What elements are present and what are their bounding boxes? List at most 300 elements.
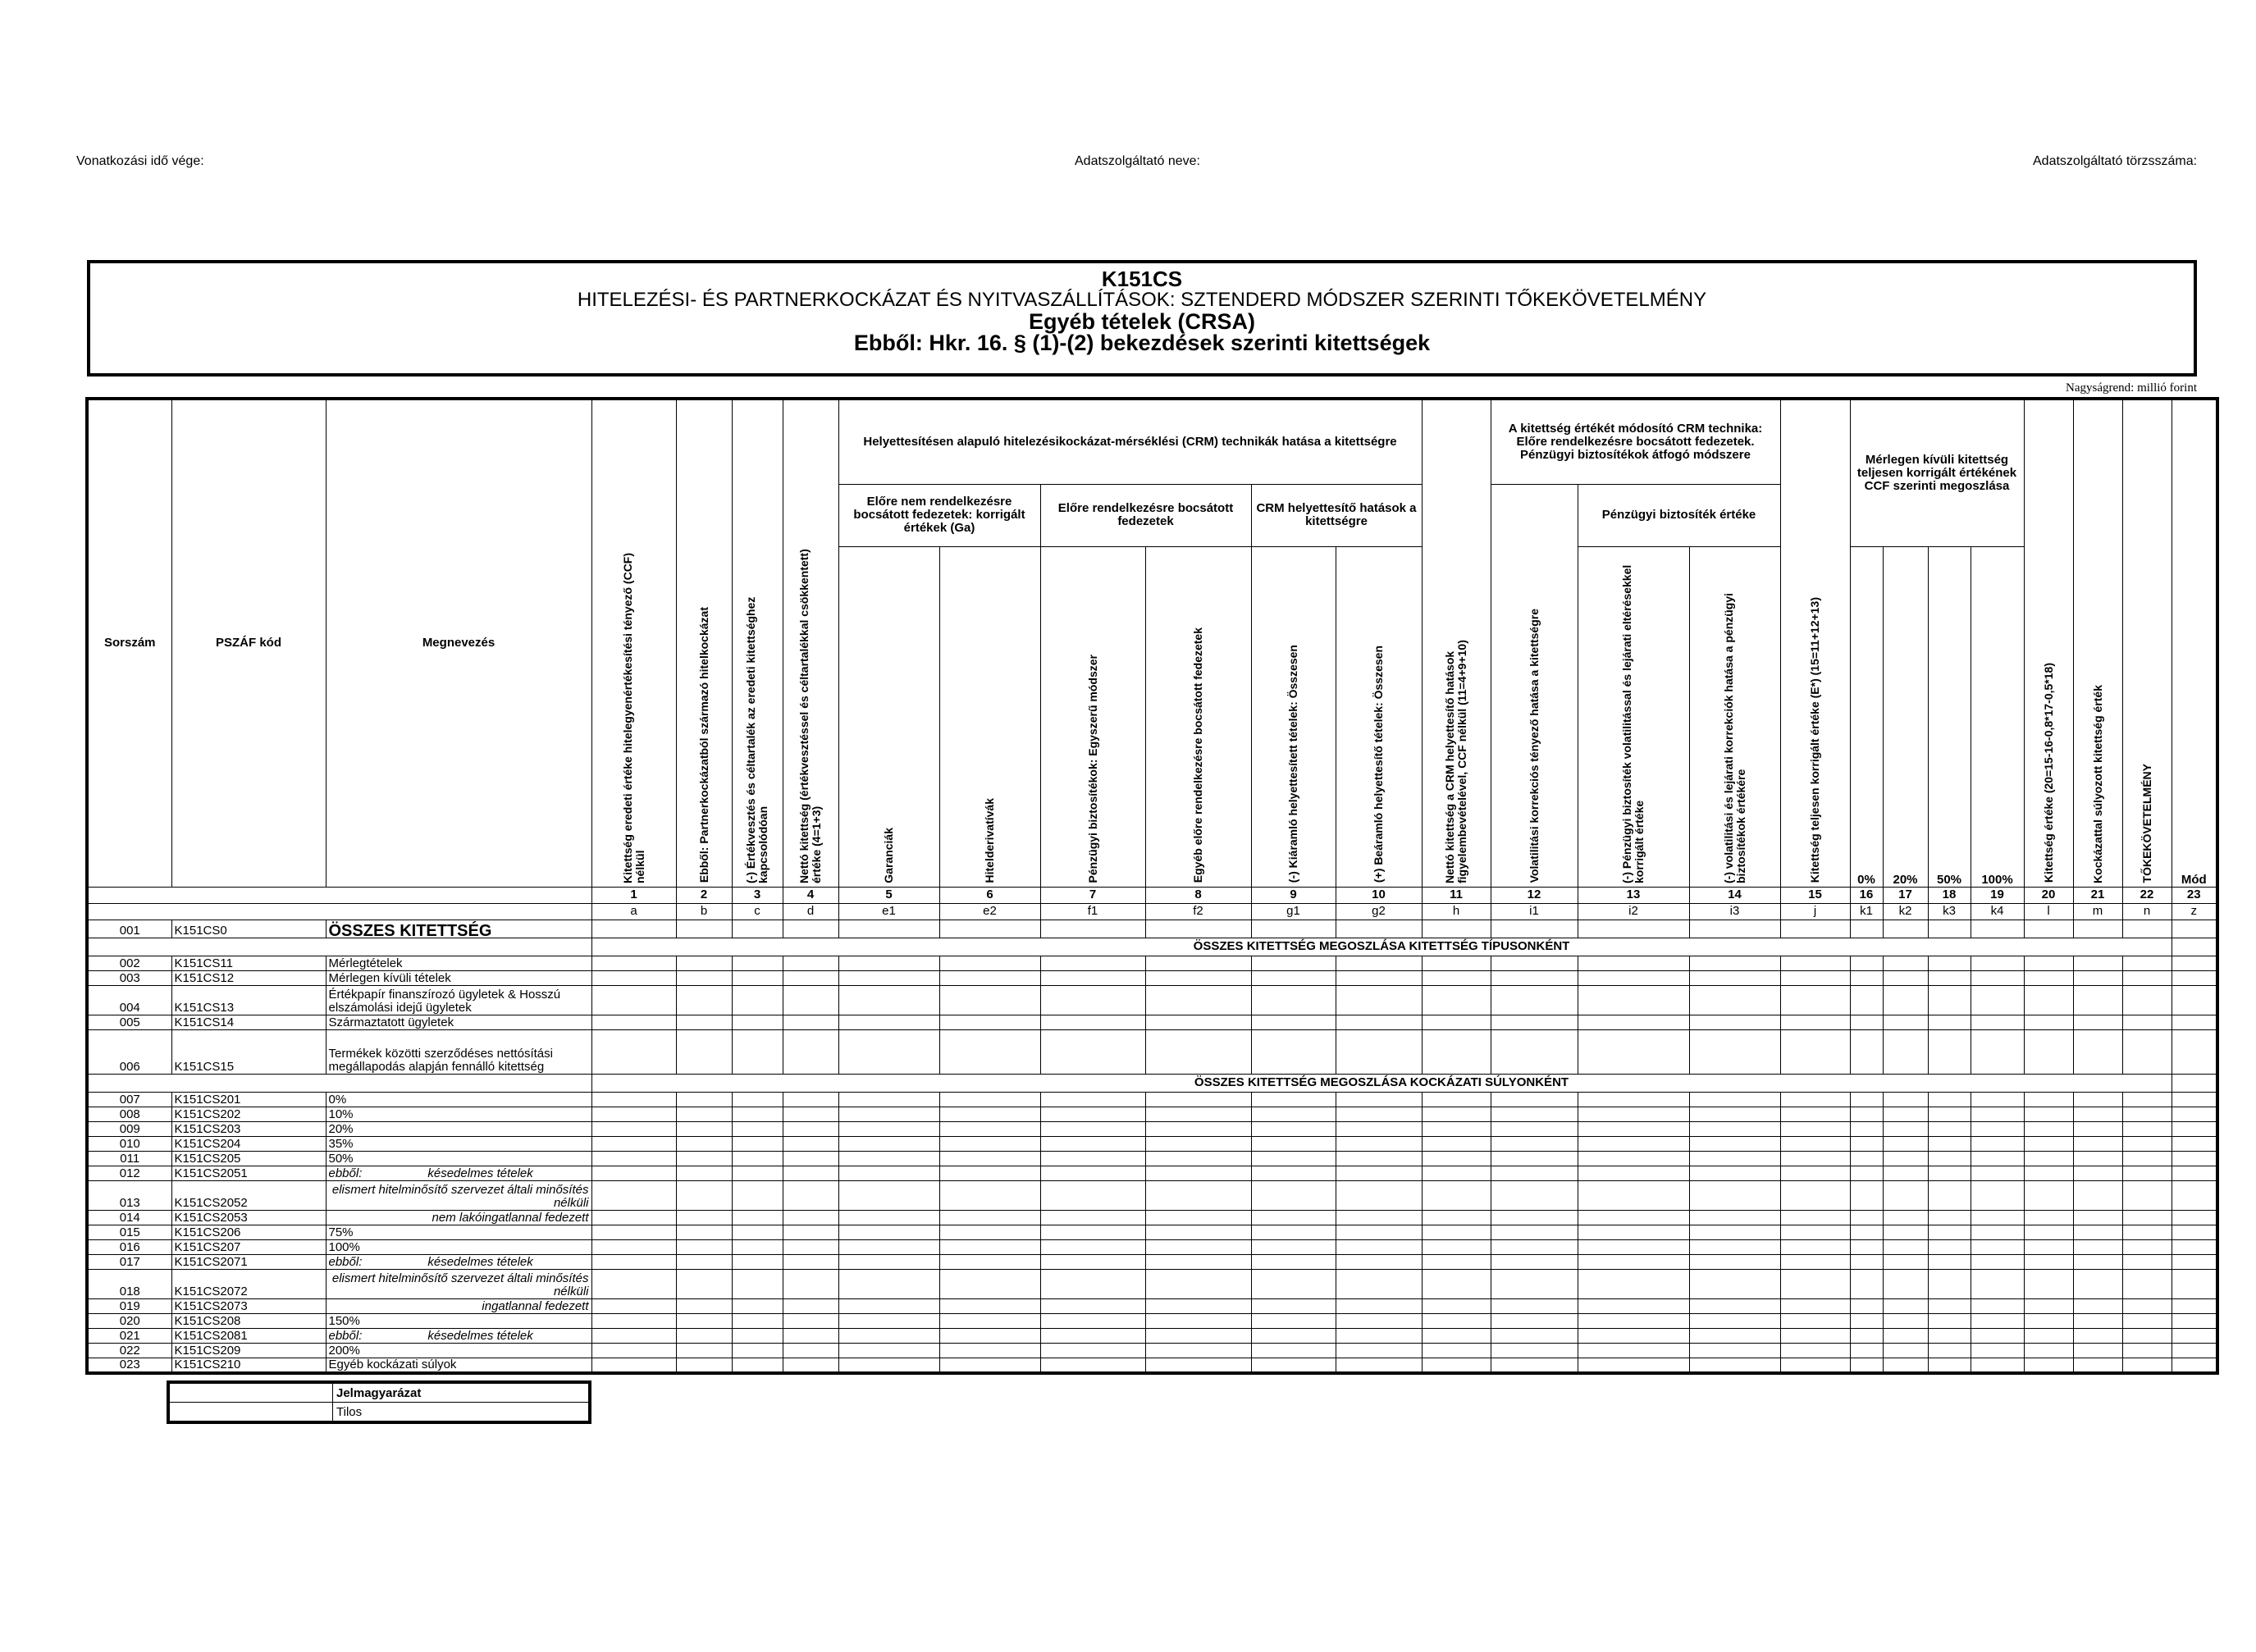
value-cell[interactable]: [1578, 1015, 1689, 1029]
value-cell[interactable]: [1422, 1136, 1491, 1151]
value-cell[interactable]: [732, 1343, 783, 1358]
value-cell[interactable]: [1251, 1343, 1336, 1358]
value-cell[interactable]: [1850, 985, 1883, 1015]
value-cell[interactable]: [1040, 1269, 1145, 1298]
value-cell[interactable]: [1145, 920, 1251, 938]
value-cell[interactable]: [1850, 1107, 1883, 1121]
value-cell[interactable]: [591, 1313, 676, 1328]
value-cell[interactable]: [1578, 1180, 1689, 1210]
value-cell[interactable]: [1578, 1225, 1689, 1239]
value-cell[interactable]: [2172, 920, 2217, 938]
value-cell[interactable]: [2172, 1015, 2217, 1029]
value-cell[interactable]: [939, 1343, 1040, 1358]
value-cell[interactable]: [1883, 985, 1928, 1015]
value-cell[interactable]: [1928, 985, 1971, 1015]
value-cell[interactable]: [1850, 956, 1883, 970]
value-cell[interactable]: [1422, 970, 1491, 985]
value-cell[interactable]: [2073, 1210, 2122, 1225]
value-cell[interactable]: [676, 920, 732, 938]
value-cell[interactable]: [1251, 1358, 1336, 1373]
value-cell[interactable]: [1971, 1029, 2024, 1074]
value-cell[interactable]: [2172, 985, 2217, 1015]
value-cell[interactable]: [1040, 1210, 1145, 1225]
value-cell[interactable]: [1336, 1328, 1422, 1343]
value-cell[interactable]: [1883, 1298, 1928, 1313]
value-cell[interactable]: [1040, 1328, 1145, 1343]
value-cell[interactable]: [591, 1107, 676, 1121]
value-cell[interactable]: [2073, 1092, 2122, 1107]
value-cell[interactable]: [1336, 1313, 1422, 1328]
value-cell[interactable]: [838, 1092, 939, 1107]
value-cell[interactable]: [1689, 1210, 1780, 1225]
value-cell[interactable]: [1578, 970, 1689, 985]
value-cell[interactable]: [732, 970, 783, 985]
value-cell[interactable]: [1689, 1254, 1780, 1269]
value-cell[interactable]: [2073, 1239, 2122, 1254]
value-cell[interactable]: [1251, 1092, 1336, 1107]
value-cell[interactable]: [939, 985, 1040, 1015]
value-cell[interactable]: [1422, 1254, 1491, 1269]
value-cell[interactable]: [1578, 1166, 1689, 1180]
value-cell[interactable]: [1422, 1092, 1491, 1107]
value-cell[interactable]: [591, 985, 676, 1015]
value-cell[interactable]: [2172, 1092, 2217, 1107]
value-cell[interactable]: [783, 1298, 838, 1313]
value-cell[interactable]: [1145, 970, 1251, 985]
value-cell[interactable]: [1422, 1210, 1491, 1225]
value-cell[interactable]: [2122, 1136, 2172, 1151]
value-cell[interactable]: [838, 1254, 939, 1269]
value-cell[interactable]: [1040, 1015, 1145, 1029]
value-cell[interactable]: [2024, 1121, 2073, 1136]
value-cell[interactable]: [1145, 1313, 1251, 1328]
value-cell[interactable]: [2172, 1269, 2217, 1298]
value-cell[interactable]: [1780, 1092, 1850, 1107]
value-cell[interactable]: [939, 1328, 1040, 1343]
value-cell[interactable]: [1928, 1107, 1971, 1121]
value-cell[interactable]: [1689, 1029, 1780, 1074]
value-cell[interactable]: [1689, 1269, 1780, 1298]
value-cell[interactable]: [1336, 956, 1422, 970]
value-cell[interactable]: [1040, 1107, 1145, 1121]
value-cell[interactable]: [1971, 1092, 2024, 1107]
value-cell[interactable]: [1251, 1239, 1336, 1254]
value-cell[interactable]: [2073, 1136, 2122, 1151]
value-cell[interactable]: [2073, 1180, 2122, 1210]
value-cell[interactable]: [1336, 1358, 1422, 1373]
value-cell[interactable]: [676, 1239, 732, 1254]
value-cell[interactable]: [732, 956, 783, 970]
value-cell[interactable]: [1145, 1328, 1251, 1343]
value-cell[interactable]: [1040, 1092, 1145, 1107]
value-cell[interactable]: [676, 1180, 732, 1210]
value-cell[interactable]: [676, 1269, 732, 1298]
value-cell[interactable]: [2024, 1107, 2073, 1121]
value-cell[interactable]: [1850, 1254, 1883, 1269]
value-cell[interactable]: [1491, 1166, 1578, 1180]
value-cell[interactable]: [1578, 1210, 1689, 1225]
value-cell[interactable]: [1578, 956, 1689, 970]
value-cell[interactable]: [939, 1225, 1040, 1239]
value-cell[interactable]: [591, 1225, 676, 1239]
value-cell[interactable]: [939, 1180, 1040, 1210]
value-cell[interactable]: [2122, 1358, 2172, 1373]
value-cell[interactable]: [676, 985, 732, 1015]
value-cell[interactable]: [838, 1358, 939, 1373]
value-cell[interactable]: [1145, 1166, 1251, 1180]
value-cell[interactable]: [1491, 1151, 1578, 1166]
value-cell[interactable]: [2024, 1358, 2073, 1373]
value-cell[interactable]: [1971, 1107, 2024, 1121]
value-cell[interactable]: [939, 1029, 1040, 1074]
value-cell[interactable]: [2073, 1269, 2122, 1298]
value-cell[interactable]: [939, 1121, 1040, 1136]
value-cell[interactable]: [1689, 956, 1780, 970]
value-cell[interactable]: [2024, 1298, 2073, 1313]
value-cell[interactable]: [1928, 1239, 1971, 1254]
value-cell[interactable]: [1145, 1029, 1251, 1074]
value-cell[interactable]: [1780, 1121, 1850, 1136]
value-cell[interactable]: [2073, 985, 2122, 1015]
value-cell[interactable]: [676, 1254, 732, 1269]
value-cell[interactable]: [1336, 1254, 1422, 1269]
value-cell[interactable]: [1883, 1166, 1928, 1180]
value-cell[interactable]: [1336, 1107, 1422, 1121]
value-cell[interactable]: [838, 985, 939, 1015]
value-cell[interactable]: [1689, 1107, 1780, 1121]
value-cell[interactable]: [939, 1107, 1040, 1121]
value-cell[interactable]: [1883, 1092, 1928, 1107]
value-cell[interactable]: [591, 1343, 676, 1358]
value-cell[interactable]: [591, 970, 676, 985]
value-cell[interactable]: [1928, 1343, 1971, 1358]
value-cell[interactable]: [1928, 1180, 1971, 1210]
value-cell[interactable]: [1491, 1210, 1578, 1225]
value-cell[interactable]: [1251, 1151, 1336, 1166]
value-cell[interactable]: [676, 1225, 732, 1239]
value-cell[interactable]: [732, 1151, 783, 1166]
value-cell[interactable]: [838, 1298, 939, 1313]
value-cell[interactable]: [1850, 920, 1883, 938]
value-cell[interactable]: [2172, 1166, 2217, 1180]
value-cell[interactable]: [591, 1166, 676, 1180]
value-cell[interactable]: [1928, 1313, 1971, 1328]
value-cell[interactable]: [1251, 1029, 1336, 1074]
value-cell[interactable]: [783, 920, 838, 938]
value-cell[interactable]: [1040, 1151, 1145, 1166]
value-cell[interactable]: [1971, 1298, 2024, 1313]
value-cell[interactable]: [2122, 1239, 2172, 1254]
value-cell[interactable]: [1491, 1298, 1578, 1313]
value-cell[interactable]: [676, 1328, 732, 1343]
value-cell[interactable]: [676, 1166, 732, 1180]
value-cell[interactable]: [1971, 956, 2024, 970]
value-cell[interactable]: [1336, 1136, 1422, 1151]
value-cell[interactable]: [1780, 1298, 1850, 1313]
value-cell[interactable]: [2024, 1343, 2073, 1358]
value-cell[interactable]: [591, 1180, 676, 1210]
value-cell[interactable]: [1145, 1269, 1251, 1298]
value-cell[interactable]: [1040, 1121, 1145, 1136]
value-cell[interactable]: [1971, 920, 2024, 938]
value-cell[interactable]: [676, 1029, 732, 1074]
value-cell[interactable]: [1971, 1358, 2024, 1373]
value-cell[interactable]: [1145, 1254, 1251, 1269]
value-cell[interactable]: [1040, 920, 1145, 938]
value-cell[interactable]: [1928, 1358, 1971, 1373]
value-cell[interactable]: [939, 1015, 1040, 1029]
value-cell[interactable]: [2172, 956, 2217, 970]
value-cell[interactable]: [591, 1015, 676, 1029]
value-cell[interactable]: [1422, 1166, 1491, 1180]
value-cell[interactable]: [732, 1015, 783, 1029]
value-cell[interactable]: [1850, 1166, 1883, 1180]
value-cell[interactable]: [2172, 1107, 2217, 1121]
value-cell[interactable]: [1336, 1151, 1422, 1166]
value-cell[interactable]: [1780, 1136, 1850, 1151]
value-cell[interactable]: [2024, 1029, 2073, 1074]
value-cell[interactable]: [1251, 1210, 1336, 1225]
value-cell[interactable]: [1578, 1151, 1689, 1166]
value-cell[interactable]: [783, 1269, 838, 1298]
value-cell[interactable]: [732, 1029, 783, 1074]
value-cell[interactable]: [1145, 1210, 1251, 1225]
value-cell[interactable]: [1780, 1166, 1850, 1180]
value-cell[interactable]: [1780, 920, 1850, 938]
value-cell[interactable]: [676, 1343, 732, 1358]
value-cell[interactable]: [1928, 1029, 1971, 1074]
value-cell[interactable]: [1251, 1121, 1336, 1136]
value-cell[interactable]: [1491, 1328, 1578, 1343]
value-cell[interactable]: [1971, 1015, 2024, 1029]
value-cell[interactable]: [2073, 1121, 2122, 1136]
value-cell[interactable]: [2172, 1313, 2217, 1328]
value-cell[interactable]: [1883, 1343, 1928, 1358]
value-cell[interactable]: [838, 1210, 939, 1225]
value-cell[interactable]: [783, 1210, 838, 1225]
value-cell[interactable]: [1780, 1343, 1850, 1358]
value-cell[interactable]: [2122, 956, 2172, 970]
value-cell[interactable]: [1145, 985, 1251, 1015]
value-cell[interactable]: [1780, 1254, 1850, 1269]
value-cell[interactable]: [591, 1136, 676, 1151]
value-cell[interactable]: [1971, 1121, 2024, 1136]
value-cell[interactable]: [2172, 1358, 2217, 1373]
value-cell[interactable]: [732, 920, 783, 938]
value-cell[interactable]: [1336, 1298, 1422, 1313]
value-cell[interactable]: [591, 1210, 676, 1225]
value-cell[interactable]: [1689, 1343, 1780, 1358]
value-cell[interactable]: [1780, 1210, 1850, 1225]
value-cell[interactable]: [1971, 1166, 2024, 1180]
value-cell[interactable]: [1850, 1269, 1883, 1298]
value-cell[interactable]: [783, 1166, 838, 1180]
value-cell[interactable]: [1422, 1151, 1491, 1166]
value-cell[interactable]: [1883, 1328, 1928, 1343]
value-cell[interactable]: [1251, 920, 1336, 938]
value-cell[interactable]: [1040, 1136, 1145, 1151]
value-cell[interactable]: [2024, 1254, 2073, 1269]
value-cell[interactable]: [2073, 1166, 2122, 1180]
value-cell[interactable]: [2122, 1210, 2172, 1225]
value-cell[interactable]: [732, 985, 783, 1015]
value-cell[interactable]: [2122, 1254, 2172, 1269]
value-cell[interactable]: [1780, 1029, 1850, 1074]
value-cell[interactable]: [1336, 1210, 1422, 1225]
value-cell[interactable]: [1336, 1121, 1422, 1136]
value-cell[interactable]: [2073, 1343, 2122, 1358]
value-cell[interactable]: [1971, 985, 2024, 1015]
value-cell[interactable]: [732, 1328, 783, 1343]
value-cell[interactable]: [1850, 1328, 1883, 1343]
value-cell[interactable]: [1491, 1092, 1578, 1107]
value-cell[interactable]: [1578, 1269, 1689, 1298]
value-cell[interactable]: [732, 1225, 783, 1239]
value-cell[interactable]: [939, 1210, 1040, 1225]
value-cell[interactable]: [1040, 1225, 1145, 1239]
value-cell[interactable]: [1491, 1136, 1578, 1151]
value-cell[interactable]: [2172, 1151, 2217, 1166]
value-cell[interactable]: [1971, 970, 2024, 985]
value-cell[interactable]: [2024, 1210, 2073, 1225]
value-cell[interactable]: [1422, 1225, 1491, 1239]
value-cell[interactable]: [939, 1298, 1040, 1313]
value-cell[interactable]: [1883, 1358, 1928, 1373]
value-cell[interactable]: [1040, 1358, 1145, 1373]
value-cell[interactable]: [1850, 1358, 1883, 1373]
value-cell[interactable]: [1145, 1343, 1251, 1358]
value-cell[interactable]: [783, 1029, 838, 1074]
value-cell[interactable]: [2122, 985, 2172, 1015]
value-cell[interactable]: [783, 1092, 838, 1107]
value-cell[interactable]: [2024, 1239, 2073, 1254]
value-cell[interactable]: [1850, 1343, 1883, 1358]
value-cell[interactable]: [732, 1269, 783, 1298]
value-cell[interactable]: [1928, 1225, 1971, 1239]
value-cell[interactable]: [783, 1358, 838, 1373]
value-cell[interactable]: [1578, 985, 1689, 1015]
value-cell[interactable]: [1422, 1269, 1491, 1298]
value-cell[interactable]: [1251, 985, 1336, 1015]
value-cell[interactable]: [939, 1166, 1040, 1180]
value-cell[interactable]: [1780, 956, 1850, 970]
value-cell[interactable]: [1780, 1180, 1850, 1210]
value-cell[interactable]: [591, 1151, 676, 1166]
value-cell[interactable]: [1491, 920, 1578, 938]
value-cell[interactable]: [732, 1358, 783, 1373]
value-cell[interactable]: [1578, 1313, 1689, 1328]
value-cell[interactable]: [838, 956, 939, 970]
value-cell[interactable]: [676, 1298, 732, 1313]
value-cell[interactable]: [1040, 985, 1145, 1015]
value-cell[interactable]: [1336, 1166, 1422, 1180]
value-cell[interactable]: [1928, 1121, 1971, 1136]
value-cell[interactable]: [1850, 1092, 1883, 1107]
value-cell[interactable]: [1928, 1269, 1971, 1298]
value-cell[interactable]: [1578, 1107, 1689, 1121]
value-cell[interactable]: [2024, 1313, 2073, 1328]
value-cell[interactable]: [1251, 1225, 1336, 1239]
value-cell[interactable]: [939, 1151, 1040, 1166]
value-cell[interactable]: [2073, 956, 2122, 970]
value-cell[interactable]: [1251, 1298, 1336, 1313]
value-cell[interactable]: [838, 1225, 939, 1239]
value-cell[interactable]: [1971, 1328, 2024, 1343]
value-cell[interactable]: [783, 1151, 838, 1166]
value-cell[interactable]: [1971, 1239, 2024, 1254]
value-cell[interactable]: [1040, 970, 1145, 985]
value-cell[interactable]: [1850, 1239, 1883, 1254]
value-cell[interactable]: [1780, 1015, 1850, 1029]
value-cell[interactable]: [2073, 1328, 2122, 1343]
value-cell[interactable]: [1336, 1029, 1422, 1074]
value-cell[interactable]: [676, 1313, 732, 1328]
value-cell[interactable]: [1883, 956, 1928, 970]
value-cell[interactable]: [2172, 1239, 2217, 1254]
value-cell[interactable]: [1883, 1029, 1928, 1074]
value-cell[interactable]: [2122, 1313, 2172, 1328]
value-cell[interactable]: [1971, 1136, 2024, 1151]
value-cell[interactable]: [2122, 1225, 2172, 1239]
value-cell[interactable]: [1689, 920, 1780, 938]
value-cell[interactable]: [2172, 1225, 2217, 1239]
value-cell[interactable]: [1578, 1029, 1689, 1074]
value-cell[interactable]: [1251, 1015, 1336, 1029]
value-cell[interactable]: [939, 956, 1040, 970]
value-cell[interactable]: [783, 1136, 838, 1151]
value-cell[interactable]: [2172, 1254, 2217, 1269]
value-cell[interactable]: [2122, 1029, 2172, 1074]
value-cell[interactable]: [1578, 1298, 1689, 1313]
value-cell[interactable]: [1422, 1180, 1491, 1210]
value-cell[interactable]: [1422, 1029, 1491, 1074]
value-cell[interactable]: [838, 1313, 939, 1328]
value-cell[interactable]: [1689, 970, 1780, 985]
value-cell[interactable]: [1145, 1298, 1251, 1313]
value-cell[interactable]: [1850, 1298, 1883, 1313]
value-cell[interactable]: [2024, 956, 2073, 970]
value-cell[interactable]: [1251, 1328, 1336, 1343]
value-cell[interactable]: [1689, 1313, 1780, 1328]
value-cell[interactable]: [1251, 1254, 1336, 1269]
value-cell[interactable]: [2073, 1358, 2122, 1373]
value-cell[interactable]: [732, 1239, 783, 1254]
value-cell[interactable]: [1689, 1121, 1780, 1136]
value-cell[interactable]: [2172, 1121, 2217, 1136]
value-cell[interactable]: [1422, 1343, 1491, 1358]
value-cell[interactable]: [1578, 1358, 1689, 1373]
value-cell[interactable]: [676, 970, 732, 985]
value-cell[interactable]: [1928, 1328, 1971, 1343]
value-cell[interactable]: [1928, 1210, 1971, 1225]
value-cell[interactable]: [676, 1092, 732, 1107]
value-cell[interactable]: [1780, 985, 1850, 1015]
value-cell[interactable]: [1689, 1092, 1780, 1107]
value-cell[interactable]: [1491, 1269, 1578, 1298]
value-cell[interactable]: [1883, 920, 1928, 938]
value-cell[interactable]: [2172, 1328, 2217, 1343]
value-cell[interactable]: [1928, 970, 1971, 985]
value-cell[interactable]: [1491, 1358, 1578, 1373]
value-cell[interactable]: [1780, 1313, 1850, 1328]
value-cell[interactable]: [2122, 1092, 2172, 1107]
value-cell[interactable]: [732, 1210, 783, 1225]
value-cell[interactable]: [1883, 1107, 1928, 1121]
value-cell[interactable]: [1971, 1269, 2024, 1298]
value-cell[interactable]: [838, 1136, 939, 1151]
value-cell[interactable]: [732, 1313, 783, 1328]
value-cell[interactable]: [1850, 1210, 1883, 1225]
